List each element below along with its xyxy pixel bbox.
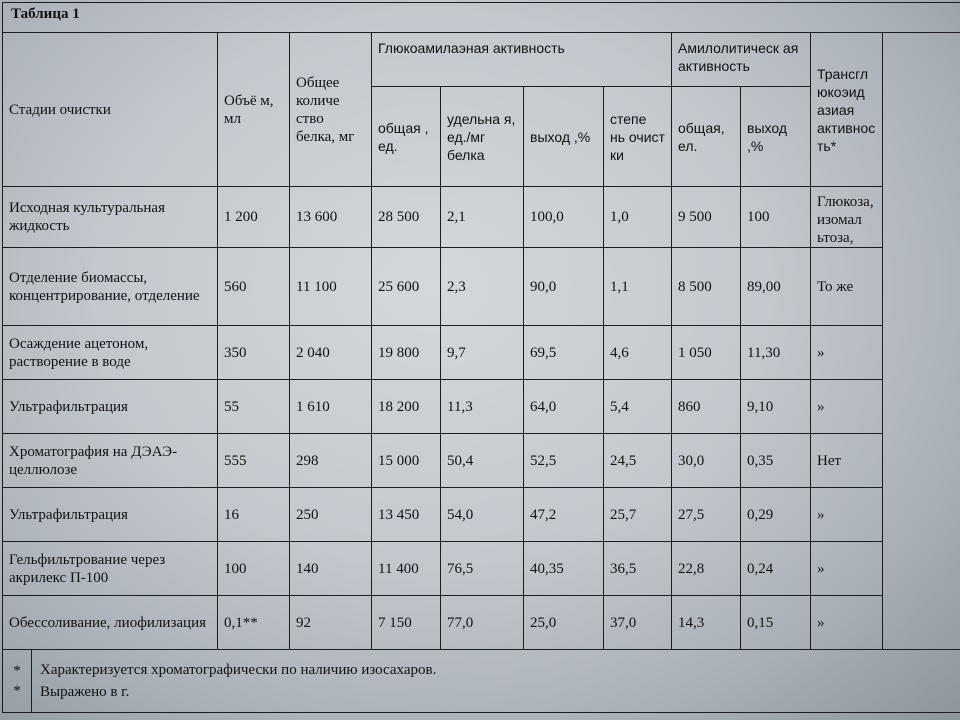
header-gluco-yield: выход ,% [524,87,604,187]
cell-protein: 1 610 [290,380,372,434]
footnote-text-column [32,650,960,712]
cell-volume: 55 [218,380,290,434]
table-row [3,596,960,650]
cell-gluco-yield: 69,5 [524,326,604,380]
cell-transglucosidase: » [811,488,883,542]
cell-gluco-yield: 64,0 [524,380,604,434]
cell-amylo-yield: 0,24 [741,542,811,596]
cell-stage: Осаждение ацетоном, растворение в воде [3,326,218,380]
cell-volume: 1 200 [218,187,290,248]
cell-gluco-degree: 36,5 [604,542,672,596]
cell-gluco-total: 13 450 [372,488,441,542]
cell-protein: 92 [290,596,372,650]
cell-gluco-degree: 37,0 [604,596,672,650]
cell-stage: Гельфильтрование через акрилекс П-100 [3,542,218,596]
cell-stage: Исходная культуральная жидкость [3,187,218,248]
cell-amylo-total: 30,0 [672,434,741,488]
header-amylo-total: общая, ел. [672,87,741,187]
cell-gluco-total: 28 500 [372,187,441,248]
header-amylo-yield: выход ,% [741,87,811,187]
header-amylolytic-group: Амилолитическ ая активность [672,33,811,87]
header-protein: Общее количе ство белка, мг [290,33,372,187]
cell-gluco-degree: 5,4 [604,380,672,434]
cell-amylo-total: 860 [672,380,741,434]
header-gluco-total: общая , ед. [372,87,441,187]
cell-volume: 0,1** [218,596,290,650]
cell-transglucosidase: » [811,380,883,434]
cell-gluco-degree: 1,0 [604,187,672,248]
cell-protein: 13 600 [290,187,372,248]
purification-table [2,2,960,713]
cell-protein: 250 [290,488,372,542]
cell-gluco-yield: 40,35 [524,542,604,596]
cell-gluco-yield: 100,0 [524,187,604,248]
cell-gluco-specific: 77,0 [441,596,524,650]
cell-transglucosidase: » [811,542,883,596]
cell-amylo-yield: 0,15 [741,596,811,650]
cell-gluco-specific: 9,7 [441,326,524,380]
cell-stage: Ультрафильтрация [3,488,218,542]
cell-stage: Обессоливание, лиофилизация [3,596,218,650]
cell-gluco-degree: 25,7 [604,488,672,542]
table-title: Таблица 1 [3,3,960,33]
cell-amylo-yield: 0,35 [741,434,811,488]
cell-gluco-total: 7 150 [372,596,441,650]
table-row [3,380,960,434]
cell-amylo-yield: 9,10 [741,380,811,434]
cell-gluco-yield: 47,2 [524,488,604,542]
table-row [3,187,960,248]
cell-transglucosidase: Нет [811,434,883,488]
table-row [3,248,960,326]
cell-amylo-total: 27,5 [672,488,741,542]
footnote-mark-2: * [13,683,21,699]
cell-gluco-total: 25 600 [372,248,441,326]
cell-protein: 2 040 [290,326,372,380]
cell-gluco-specific: 2,1 [441,187,524,248]
cell-stage: Отделение биомассы, концентрирование, отделение [3,248,218,326]
header-stage: Стадии очистки [3,33,218,187]
header-volume: Объё м, мл [218,33,290,187]
cell-gluco-yield: 52,5 [524,434,604,488]
cell-amylo-total: 9 500 [672,187,741,248]
cell-amylo-yield: 0,29 [741,488,811,542]
cell-amylo-total: 22,8 [672,542,741,596]
cell-amylo-yield: 100 [741,187,811,248]
cell-transglucosidase: » [811,326,883,380]
footnote-line-2: Выражено в г. [40,684,130,700]
cell-amylo-yield: 89,00 [741,248,811,326]
header-row-1 [3,33,960,87]
cell-transglucosidase: То же [811,248,883,326]
table-row [3,542,960,596]
cell-volume: 560 [218,248,290,326]
cell-protein: 298 [290,434,372,488]
table-row [3,326,960,380]
title-row [3,3,960,33]
cell-stage: Ультрафильтрация [3,380,218,434]
cell-transglucosidase: » [811,596,883,650]
header-glucoamylase-group: Глюкоамилаэная активность [372,33,672,87]
cell-gluco-yield: 25,0 [524,596,604,650]
footnote-row [3,650,960,713]
header-gluco-degree: степе нь очист ки [604,87,672,187]
cell-gluco-degree: 4,6 [604,326,672,380]
cell-amylo-total: 1 050 [672,326,741,380]
table-row [3,488,960,542]
cell-amylo-total: 14,3 [672,596,741,650]
cell-amylo-yield: 11,30 [741,326,811,380]
footnote-line-1: Характеризуется хроматографически по наличию изосахаров. [40,662,437,678]
cell-protein: 11 100 [290,248,372,326]
cell-volume: 16 [218,488,290,542]
cell-gluco-total: 15 000 [372,434,441,488]
cell-gluco-yield: 90,0 [524,248,604,326]
header-gluco-specific: удельна я, ед./мг белка [441,87,524,187]
cell-gluco-total: 19 800 [372,326,441,380]
cell-gluco-degree: 1,1 [604,248,672,326]
cell-amylo-total: 8 500 [672,248,741,326]
footnote-marks-column [3,650,32,712]
cell-protein: 140 [290,542,372,596]
cell-gluco-total: 11 400 [372,542,441,596]
footnote-mark-1: * [13,663,21,679]
cell-gluco-specific: 50,4 [441,434,524,488]
cell-gluco-specific: 2,3 [441,248,524,326]
cell-gluco-specific: 54,0 [441,488,524,542]
cell-transglucosidase: Глюкоза,изомал ьтоза, [811,187,883,248]
cell-volume: 555 [218,434,290,488]
cell-gluco-total: 18 200 [372,380,441,434]
cell-gluco-specific: 11,3 [441,380,524,434]
header-transglucosidase: Трансглюкоэид азиая активность* [811,33,883,187]
footnote-container [3,650,960,713]
cell-volume: 350 [218,326,290,380]
cell-stage: Хроматография на ДЭАЭ-целлюлозе [3,434,218,488]
table-row [3,434,960,488]
cell-gluco-specific: 76,5 [441,542,524,596]
cell-gluco-degree: 24,5 [604,434,672,488]
cell-volume: 100 [218,542,290,596]
